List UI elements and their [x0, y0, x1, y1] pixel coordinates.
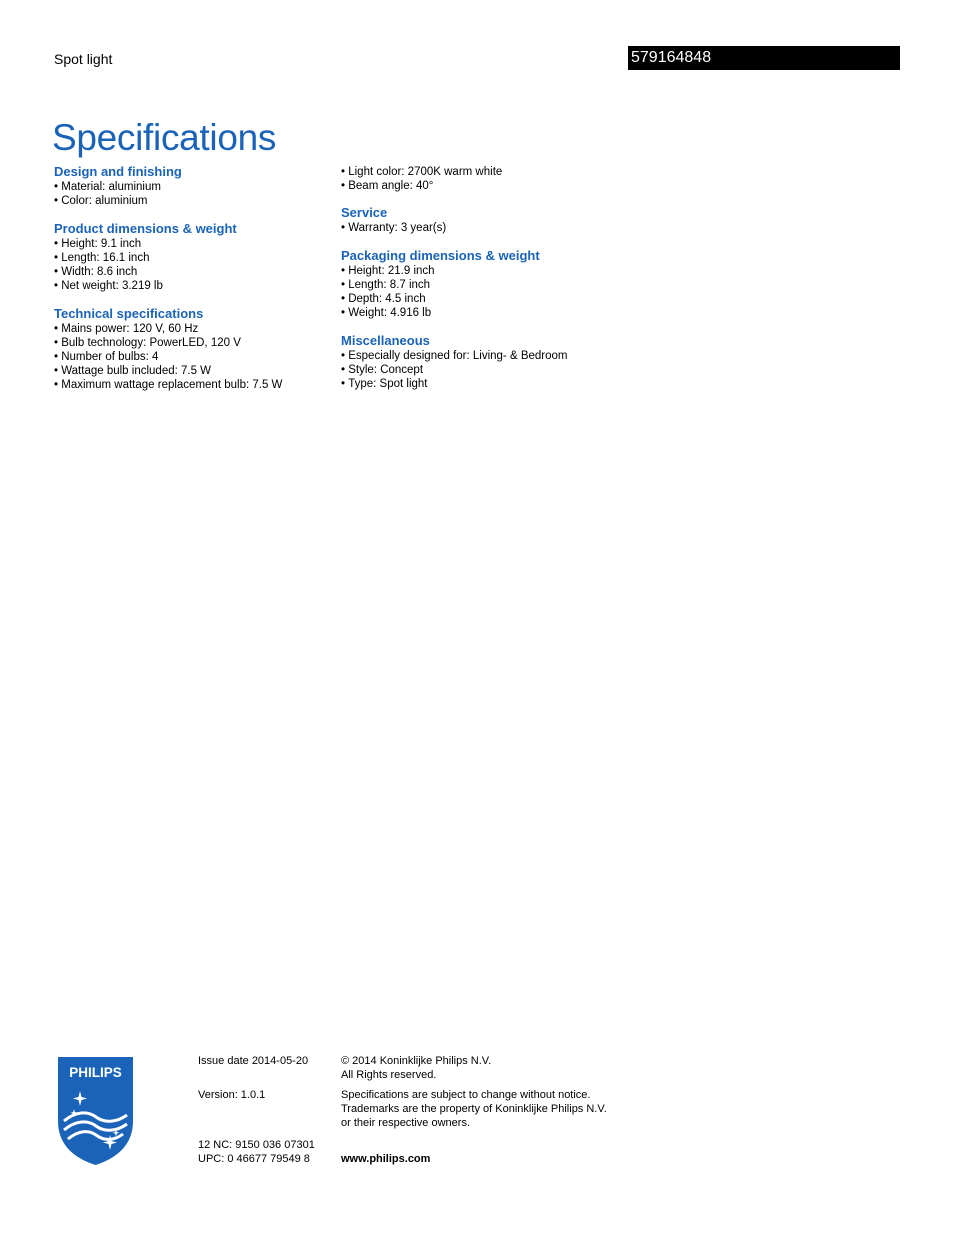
section-title: Design and finishing [54, 164, 182, 179]
footer-document-info [198, 1054, 315, 1166]
upc-number: UPC: 0 46677 79549 8 [198, 1153, 310, 1165]
spec-item: • Mains power: 120 V, 60 Hz [54, 322, 334, 336]
website-link[interactable]: www.philips.com [341, 1153, 431, 1165]
spec-column-left [54, 164, 334, 405]
section-packaging-dimensions [341, 248, 621, 320]
section-title: Product dimensions & weight [54, 221, 237, 236]
spec-item: • Light color: 2700K warm white [341, 165, 621, 179]
spec-item: • Width: 8.6 inch [54, 265, 334, 279]
spec-item: • Material: aluminium [54, 180, 334, 194]
spec-column-right [341, 165, 621, 404]
spec-item: • Bulb technology: PowerLED, 120 V [54, 336, 334, 350]
product-code-bar: 579164848 [628, 46, 900, 70]
spec-item: • Especially designed for: Living- & Bedroom [341, 349, 621, 363]
page-title: Specifications [52, 116, 277, 158]
notice-line: Specifications are subject to change without notice. [341, 1089, 591, 1101]
spec-item: • Wattage bulb included: 7.5 W [54, 364, 334, 378]
section-miscellaneous [341, 333, 621, 391]
spec-item: • Height: 9.1 inch [54, 237, 334, 251]
footer-legal [341, 1054, 607, 1166]
section-product-dimensions [54, 221, 334, 293]
section-title: Technical specifications [54, 306, 204, 321]
spec-item: • Color: aluminium [54, 194, 334, 208]
rights-line: All Rights reserved. [341, 1069, 437, 1081]
logo-wordmark: PHILIPS [69, 1065, 122, 1080]
notice-line: Trademarks are the property of Koninklijke Philips N.V. [341, 1103, 607, 1115]
spec-item: • Height: 21.9 inch [341, 264, 621, 278]
section-title: Miscellaneous [341, 333, 430, 348]
copyright-line: © 2014 Koninklijke Philips N.V. [341, 1055, 492, 1067]
issue-date: Issue date 2014-05-20 [198, 1055, 309, 1067]
spec-item: • Depth: 4.5 inch [341, 292, 621, 306]
philips-shield-logo-icon [54, 1055, 137, 1166]
spec-item: • Number of bulbs: 4 [54, 350, 334, 364]
section-technical-continued [341, 165, 621, 193]
product-name: Spot light [54, 51, 113, 67]
section-technical-specifications [54, 306, 334, 392]
version: Version: 1.0.1 [198, 1089, 266, 1101]
section-title: Packaging dimensions & weight [341, 248, 540, 263]
spec-item: • Length: 16.1 inch [54, 251, 334, 265]
spec-item: • Beam angle: 40° [341, 179, 621, 193]
spec-item: • Length: 8.7 inch [341, 278, 621, 292]
spec-item: • Net weight: 3.219 lb [54, 279, 334, 293]
spec-item: • Style: Concept [341, 363, 621, 377]
spec-item: • Maximum wattage replacement bulb: 7.5 W [54, 378, 334, 392]
section-service [341, 205, 621, 235]
notice-line: or their respective owners. [341, 1117, 470, 1129]
spec-item: • Warranty: 3 year(s) [341, 221, 621, 235]
section-title: Service [341, 205, 388, 220]
spec-item: • Weight: 4.916 lb [341, 306, 621, 320]
nc-number: 12 NC: 9150 036 07301 [198, 1139, 315, 1151]
spec-item: • Type: Spot light [341, 377, 621, 391]
section-design-finishing [54, 164, 334, 208]
